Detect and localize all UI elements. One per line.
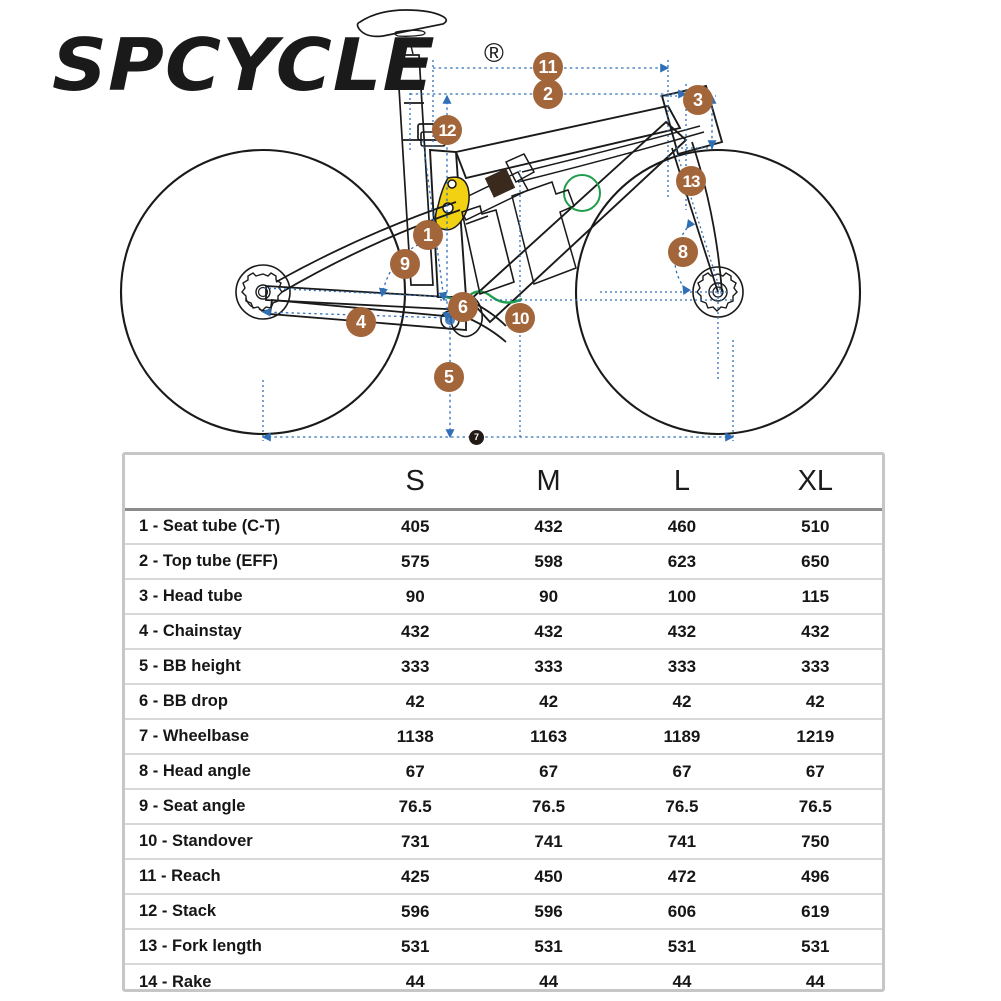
row-label: 14 - Rake — [139, 972, 212, 991]
row-label: 3 - Head tube — [125, 579, 349, 614]
table-row — [125, 614, 882, 649]
cell-m: 42 — [482, 684, 615, 719]
row-label: 5 - BB height — [125, 649, 349, 684]
callout-2: 2 — [533, 79, 563, 109]
callout-8: 8 — [668, 237, 698, 267]
cell-s: 1138 — [349, 719, 482, 754]
cell-l: 42 — [615, 684, 748, 719]
water-bottle — [462, 206, 514, 294]
callout-11: 11 — [533, 52, 563, 82]
column-header-l: L — [615, 455, 748, 509]
cell-s: 44 — [405, 972, 425, 991]
table-header — [125, 455, 882, 509]
chainring — [242, 273, 282, 311]
row-label: 12 - Stack — [125, 894, 349, 929]
row-label: 2 - Top tube (EFF) — [125, 544, 349, 579]
cell-s: 432 — [349, 614, 482, 649]
row-label: 4 - Chainstay — [125, 614, 349, 649]
cell-s: 333 — [349, 649, 482, 684]
callout-4: 4 — [346, 307, 376, 337]
callout-7: 7 — [469, 430, 484, 445]
callout-3: 3 — [683, 85, 713, 115]
cell-m: 44 — [539, 972, 559, 991]
saddle — [358, 10, 447, 56]
cell-l: 472 — [615, 859, 748, 894]
cell-l: 67 — [615, 754, 748, 789]
cell-s: 76.5 — [349, 789, 482, 824]
bicycle-geometry-diagram — [0, 0, 1001, 452]
table-row — [125, 929, 882, 964]
cell-l: 460 — [615, 509, 748, 544]
cell-xl: 619 — [749, 894, 882, 929]
callout-5: 5 — [434, 362, 464, 392]
callout-6: 6 — [448, 292, 478, 322]
column-header-s: S — [349, 455, 482, 509]
cell-xl: 333 — [749, 649, 882, 684]
geometry-table-container — [122, 452, 885, 992]
table-row — [125, 544, 882, 579]
cell-l: 623 — [615, 544, 748, 579]
table-row — [125, 649, 882, 684]
cell-l: 1189 — [615, 719, 748, 754]
row-label: 9 - Seat angle — [125, 789, 349, 824]
callout-13: 13 — [676, 166, 706, 196]
brand-name: SPCYCLE — [52, 23, 436, 107]
dimension-lines — [263, 60, 735, 441]
cell-m: 598 — [482, 544, 615, 579]
cell-s: 42 — [349, 684, 482, 719]
table-row — [125, 964, 882, 992]
cell-l: 333 — [615, 649, 748, 684]
row-label: 10 - Standover — [125, 824, 349, 859]
cell-l: 606 — [615, 894, 748, 929]
cell-s: 90 — [349, 579, 482, 614]
row-label: 6 - BB drop — [125, 684, 349, 719]
top-tube-brace — [518, 126, 704, 182]
cell-xl: 510 — [749, 509, 882, 544]
geometry-table — [125, 455, 882, 992]
cell-xl: 750 — [749, 824, 882, 859]
cell-s: 405 — [349, 509, 482, 544]
cell-l: 432 — [615, 614, 748, 649]
table-row — [125, 859, 882, 894]
column-header-m: M — [482, 455, 615, 509]
cell-xl: 650 — [749, 544, 882, 579]
table-row — [125, 579, 882, 614]
callout-10: 10 — [505, 303, 535, 333]
table-row — [125, 754, 882, 789]
cell-l: 44 — [672, 972, 692, 991]
table-body — [125, 509, 882, 992]
cell-m: 596 — [482, 894, 615, 929]
cell-m: 1163 — [482, 719, 615, 754]
cell-m: 531 — [482, 929, 615, 964]
table-row — [125, 894, 882, 929]
row-label: 11 - Reach — [125, 859, 349, 894]
cell-l: 100 — [615, 579, 748, 614]
row-label: 7 - Wheelbase — [125, 719, 349, 754]
cell-l: 531 — [615, 929, 748, 964]
row-label: 1 - Seat tube (C-T) — [125, 509, 349, 544]
cell-xl: 44 — [805, 972, 825, 991]
table-row — [125, 824, 882, 859]
cell-m: 333 — [482, 649, 615, 684]
cell-xl: 76.5 — [749, 789, 882, 824]
cell-m: 432 — [482, 614, 615, 649]
cell-s: 531 — [349, 929, 482, 964]
cell-s: 67 — [349, 754, 482, 789]
cell-xl: 67 — [749, 754, 882, 789]
cell-xl: 496 — [749, 859, 882, 894]
column-header-xl: XL — [749, 455, 882, 509]
row-label: 13 - Fork length — [125, 929, 349, 964]
cell-s: 596 — [349, 894, 482, 929]
cell-xl: 42 — [749, 684, 882, 719]
cell-m: 450 — [482, 859, 615, 894]
cell-m: 432 — [482, 509, 615, 544]
table-row — [125, 719, 882, 754]
cell-s: 575 — [349, 544, 482, 579]
cell-xl: 115 — [749, 579, 882, 614]
callout-1: 1 — [413, 220, 443, 250]
cell-m: 67 — [482, 754, 615, 789]
cell-m: 76.5 — [482, 789, 615, 824]
table-row — [125, 509, 882, 544]
row-label: 8 - Head angle — [125, 754, 349, 789]
callout-9: 9 — [390, 249, 420, 279]
cell-l: 76.5 — [615, 789, 748, 824]
registered-trademark-icon: ® — [484, 38, 504, 68]
cell-s: 731 — [349, 824, 482, 859]
cell-xl: 531 — [749, 929, 882, 964]
cell-m: 741 — [482, 824, 615, 859]
table-header-row — [125, 455, 882, 509]
table-row — [125, 789, 882, 824]
column-header-measure — [125, 455, 349, 509]
cell-xl: 1219 — [749, 719, 882, 754]
table-row — [125, 684, 882, 719]
callout-12: 12 — [432, 115, 462, 145]
cell-l: 741 — [615, 824, 748, 859]
cell-m: 90 — [482, 579, 615, 614]
cell-xl: 432 — [749, 614, 882, 649]
cell-s: 425 — [349, 859, 482, 894]
